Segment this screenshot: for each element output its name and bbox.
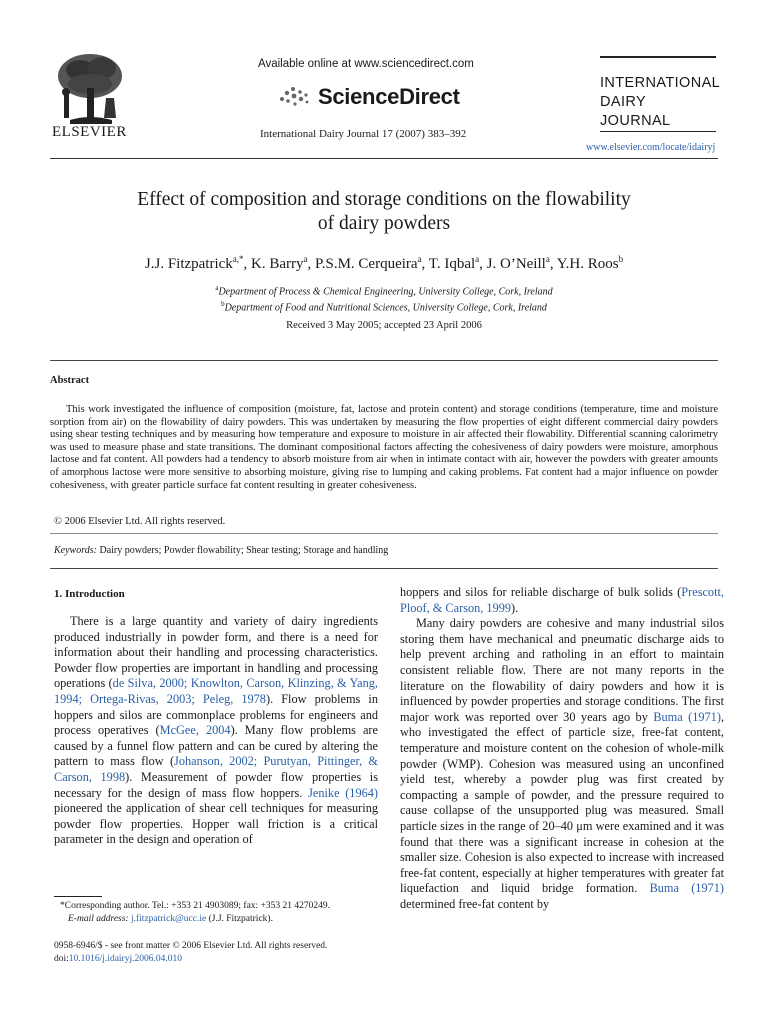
author-affiliation-marker[interactable]: a (545, 254, 550, 264)
author-affiliation-marker[interactable]: a (475, 254, 480, 264)
body-text: pioneered the application of shear cell techniques for measuring powder flow properties. Hopper wall friction is a critical parameter in the design and operation of (54, 801, 378, 847)
left-column-text (54, 614, 378, 848)
author-affiliation-marker[interactable]: a (303, 254, 308, 264)
keywords-list: Dairy powders; Powder flowability; Shear testing; Storage and handling (99, 545, 389, 556)
available-online-text[interactable]: Available online at www.sciencedirect.com (258, 58, 474, 70)
body-text: ). (511, 600, 519, 615)
keywords-divider (50, 533, 718, 534)
received-dates: Received 3 May 2005; accepted 23 April 2006 (286, 320, 482, 331)
affiliation-line (60, 298, 708, 314)
affiliation-marker: b (221, 300, 225, 309)
body-text: ). Measurement of powder flow properties is necessary for the design of mass flow hoppers. (54, 769, 378, 800)
author-name: T. Iqbal (428, 256, 476, 272)
author-affiliation-marker[interactable]: a,* (232, 254, 244, 264)
publisher-name: ELSEVIER (52, 124, 127, 140)
title-line-1: Effect of composition and storage conditions on the flowability (137, 189, 631, 210)
body-text: hoppers and silos for reliable discharge of bulk solids ( (400, 585, 682, 599)
citation-link[interactable]: McGee, 2004 (159, 723, 231, 738)
body-text: Many dairy powders are cohesive and many industrial silos storing them have mechanical and pneumatic discharge aids to help prevent arching and ratholing in an effort to maintain consistent reliable flow. There are not many reports in the literature on the flowability of dairy powders and how it is influenced by powder properties and storage conditions. The first major work was reported over 30 years ago by (400, 616, 724, 724)
masthead-rule-bottom (600, 131, 716, 132)
doi-label: doi: (54, 954, 69, 964)
author-name: J.J. Fitzpatrick (144, 256, 233, 272)
article-title (60, 188, 708, 236)
affiliations (60, 282, 708, 315)
citation-link[interactable]: Johanson, 2002; Purutyan, Pittinger, & Carson, 1998 (54, 754, 378, 784)
author-name: K. Barry (251, 256, 304, 272)
issn-line: 0958-6946/$ - see front matter © 2006 Elsevier Ltd. All rights reserved. (54, 941, 328, 951)
citation-link[interactable]: Prescott, Ploof, & Carson, 1999 (400, 585, 724, 615)
masthead-line-2: DAIRY (600, 94, 647, 110)
right-paragraph-1 (400, 585, 724, 616)
body-text: ). Flow problems in hoppers and silos are commonplace problems for engineers and process operatives ( (54, 691, 378, 738)
title-divider (50, 360, 718, 361)
doi-line (54, 953, 327, 966)
email-line (54, 913, 394, 926)
keywords-label: Keywords: (54, 545, 97, 556)
journal-reference: International Dairy Journal 17 (2007) 383–392 (260, 128, 467, 140)
citation-link[interactable]: Buma (1971) (649, 881, 724, 896)
author-list: J.J. Fitzpatrick$^{a,*}$, K. Barry$^a$, P.S.M. Cerqueira$^a$, T. Iqbal$^a$, J. O’Neill$^a$, Y.H. Roos$^b$ (144, 254, 624, 272)
email-suffix: (J.J. Fitzpatrick). (206, 914, 273, 924)
masthead-line-1: INTERNATIONAL (600, 75, 721, 91)
doi-link[interactable]: 10.1016/j.idairyj.2006.04.010 (68, 954, 182, 964)
section-heading-introduction: 1. Introduction (54, 588, 125, 600)
journal-masthead (600, 56, 721, 132)
author-affiliation-marker[interactable]: b (618, 254, 624, 264)
abstract-body: This work investigated the influence of composition (moisture, fat, lactose and protein content) and storage conditions (temperature, time and moisture sorption from air) on the flowability of dairy powders. This was undertaken by measuring the flow properties of eight different commercial dairy powders using shear testing techniques and by measuring how temperature and exposure to moisture in air affected their flowability. Differential scanning calorimetry was used to measure phase and state transitions. The dominant compositional factors affecting the cohesiveness of dairy powders were moisture, amorphous lactose and fat content. All powders had a tendency to absorb moisture from air when in intimate contact with air, however the powders with greater amounts of amorphous lactose were more sensitive to absorbing moisture, giving rise to lumping and caking problems. Fat content had a major influence on powder cohesiveness, with greater particle surface fat content resulting in greater cohesiveness. (50, 404, 718, 491)
journal-url-link[interactable]: www.elsevier.com/locate/idairyj (586, 142, 716, 153)
affiliation-text: Department of Process & Chemical Engineering, University College, Cork, Ireland (218, 286, 553, 298)
citation-link[interactable]: de Silva, 2000; Knowlton, Carson, Klinzing, & Yang, 1994; Ortega-Rivas, 2003; Peleg, 1978 (54, 676, 378, 706)
author-affiliation-marker[interactable]: a (417, 254, 422, 264)
body-text: , who investigated the effect of particle size, free-fat content, temperature and moisture content on the cohesion of whole-milk powder (WMP). Cohesion was measured using an unconfined yield test, whereby a powder plug was first created by compacting a sample of powder, and the pressure required to cause collapse of the unsupported plug was measured. Small particle sizes in the range of 20–40 μm were examined and it was found that there was a significant increase in cohesion at the smaller size. Cohesion is also expected to increase with increased free-fat content, especially at higher temperatures with greater fat liquefaction and liquid bridge formation. (400, 709, 725, 896)
affiliation-line (60, 282, 708, 298)
author-name: Y.H. Roos (556, 256, 619, 272)
sciencedirect-logo[interactable] (278, 82, 460, 112)
email-label: E-mail address: (68, 914, 129, 924)
author-name: P.S.M. Cerqueira (315, 256, 418, 272)
keywords-line (54, 545, 388, 556)
sciencedirect-wordmark: ScienceDirect (318, 84, 460, 109)
affiliation-text: Department of Food and Nutritional Sciences, University College, Cork, Ireland (224, 302, 547, 314)
right-column-text (400, 585, 724, 912)
front-matter-footer (54, 940, 327, 966)
abstract-heading: Abstract (50, 375, 90, 386)
header-divider (50, 158, 718, 159)
body-text: ). Many flow problems are caused by a funnel flow pattern and can be cured by altering the pattern to mass flow ( (54, 723, 378, 769)
email-link[interactable]: j.fitzpatrick@ucc.ie (130, 914, 207, 924)
abstract-divider (50, 568, 718, 569)
sciencedirect-dots-icon (278, 85, 312, 109)
affiliation-marker: a (215, 284, 219, 292)
masthead-rule-top (600, 56, 716, 58)
corresponding-author-line: *Corresponding author. Tel.: +353 21 4903089; fax: +353 21 4270249. (60, 901, 331, 911)
citation-link[interactable]: Buma (1971) (653, 709, 721, 724)
corresponding-author-footnote (54, 900, 394, 926)
title-line-2: of dairy powders (317, 213, 451, 234)
masthead-line-3: JOURNAL (600, 113, 671, 129)
body-text: There is a large quantity and variety of dairy ingredients produced industrially in powder form, and there is a need for information about their handling and processing characteristics. Powder flow properties are important in handling and processing operations ( (54, 614, 378, 691)
footnote-rule (54, 896, 102, 897)
right-paragraph-2 (400, 616, 724, 912)
body-text: determined free-fat content by (400, 896, 550, 911)
author-name: J. O’Neill (486, 256, 546, 272)
citation-link[interactable]: Jenike (1964) (308, 785, 378, 800)
abstract-copyright: © 2006 Elsevier Ltd. All rights reserved. (54, 516, 226, 527)
